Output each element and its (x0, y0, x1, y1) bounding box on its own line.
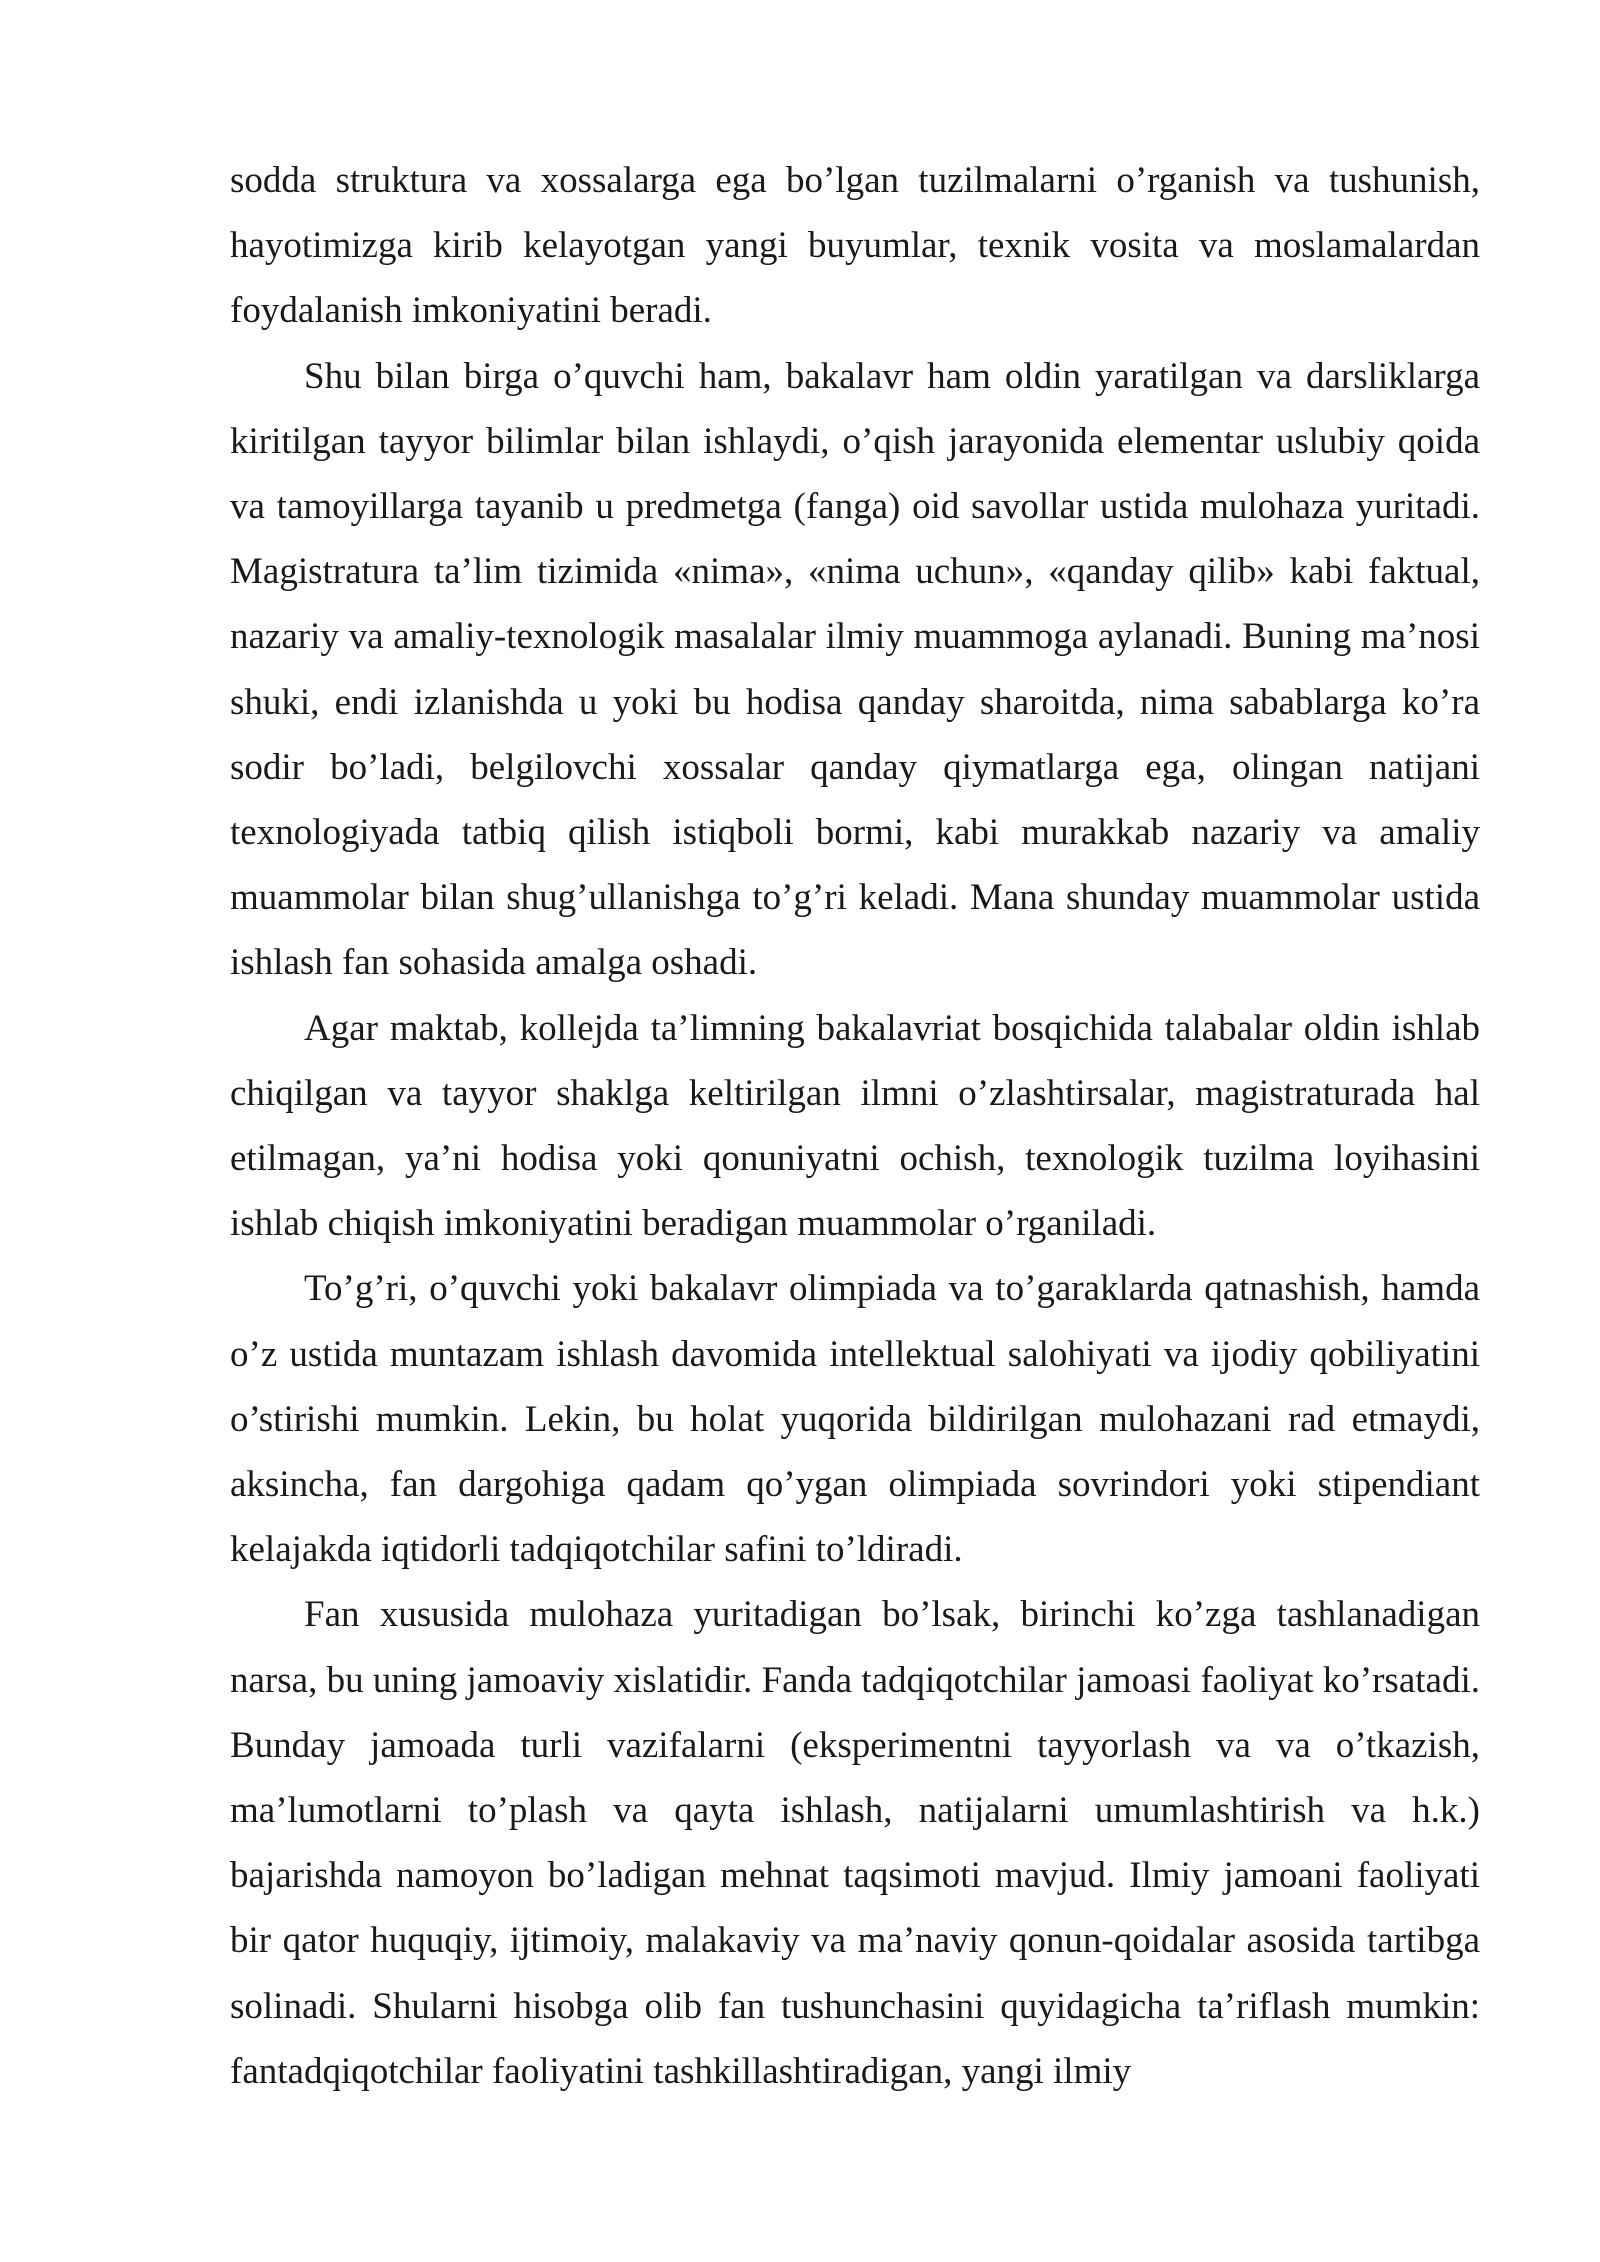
paragraph-science-definition: Fan xususida mulohaza yuritadigan bo’lsak, birinchi ko’zga tashlanadigan narsa, bu uning jamoaviy xislatidir. Fanda tadqiqotchilar jamoasi faoliyat ko’rsatadi. Bunday jamoada turli vazifalarni (eksperimentni tayyorlash va va o’tkazish, ma’lumotlarni to’plash va qayta ishlash, natijalarni umumlashtirish va h.k.) bajarishda namoyon bo’ladigan mehnat taqsimoti mavjud. Ilmiy jamoani faoliyati bir qator huquqiy, ijtimoiy, malakaviy va ma’naviy qonun-qoidalar asosida tartibga solinadi. Shularni hisobga olib fan tushunchasini quyidagicha ta’riflash mumkin: fantadqiqotchilar faoliyatini tashkillashtiradigan, yangi ilmiy (230, 1594, 1480, 2092)
paragraph-learning-process: Shu bilan birga o’quvchi ham, bakalavr ham oldin yaratilgan va darsliklarga kiritilgan tayyor bilimlar bilan ishlaydi, o’qish jarayonida elementar uslubiy qoida va tamoyillarga tayanib u predmetga (fanga) oid savollar ustida mulohaza yuritadi. Magistratura ta’lim tizimida «nima», «nima uchun», «qanday qilib» kabi faktual, nazariy va amaliy-texnologik masalalar ilmiy muammoga aylanadi. Buning ma’nosi shuki, endi izlanishda u yoki bu hodisa qanday sharoitda, nima sabablarga ko’ra sodir bo’ladi, belgilovchi xossalar qanday qiymatlarga ega, olingan natijani texnologiyada tatbiq qilish istiqboli bormi, kabi murakkab nazariy va amaliy muammolar bilan shug’ullanishga to’g’ri keladi. Mana shunday muammolar ustida ishlash fan sohasida amalga oshadi. (230, 355, 1480, 984)
paragraph-olympiad: To’g’ri, o’quvchi yoki bakalavr olimpiada va to’garaklarda qatnashish, hamda o’z ustida muntazam ishlash davomida intellektual salohiyati va ijodiy qobiliyatini o’stirishi mumkin. Lekin, bu holat yuqorida bildirilgan mulohazani rad etmaydi, aksincha, fan dargohiga qadam qo’ygan olimpiada sovrindori yoki stipendiant kelajakda iqtidorli tadqiqotchilar safini to’ldiradi. (230, 1268, 1480, 1571)
paragraph-magistracy: Agar maktab, kollejda ta’limning bakalavriat bosqichida talabalar oldin ishlab chiqilgan va tayyor shaklga keltirilgan ilmni o’zlashtirsalar, magistraturada hal etilmagan, ya’ni hodisa yoki qonuniyatni ochish, texnologik tuzilma loyihasini ishlab chiqish imkoniyatini beradigan muammolar o’rganiladi. (230, 1007, 1480, 1245)
document-page (230, 148, 1480, 2104)
paragraph-continuation: sodda struktura va xossalarga ega bo’lgan tuzilmalarni o’rganish va tushunish, hayotimizga kirib kelayotgan yangi buyumlar, texnik vosita va moslamalardan foydalanish imkoniyatini beradi. (230, 160, 1480, 332)
